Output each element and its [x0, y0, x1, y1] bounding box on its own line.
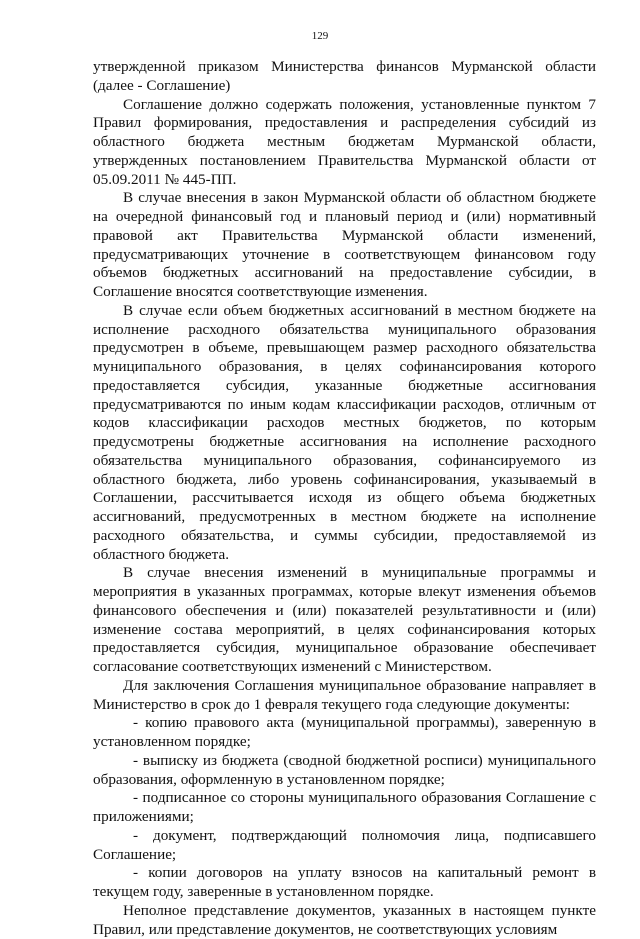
paragraph-budget-changes: В случае внесения в закон Мурманской области об областном бюджете на очередной финансовый год и плановый период и (или) нормативный правовой акт Правительства Мурманской области изменений, предусматривающих уточнение в соответствующем финансовом году объемов бюджетных ассигнований на предоставление субсидии, в Соглашение вносятся соответствующие изменения.	[93, 189, 596, 300]
list-item: - копии договоров на уплату взносов на капитальный ремонт в текущем году, заверенные в установленном порядке.	[93, 864, 596, 900]
paragraph-agreement-definition: утвержденной приказом Министерства финансов Мурманской области (далее - Соглашение)	[93, 58, 596, 94]
list-item: - копию правового акта (муниципальной программы), заверенную в установленном порядке;	[93, 714, 596, 750]
list-item: - подписанное со стороны муниципального образования Соглашение с приложениями;	[93, 789, 596, 825]
list-item: - документ, подтверждающий полномочия лица, подписавшего Соглашение;	[93, 826, 596, 863]
paragraph-program-changes: В случае внесения изменений в муниципальные программы и мероприятия в указанных программах, которые влекут изменения объемов финансового обеспечения и (или) показателей результативности и (или) изменение состава мероприятий, в целях софинансирования которых предоставляется субсидия, муниципальное образование обеспечивает согласование соответствующих изменений с Министерством.	[93, 564, 596, 675]
paragraph-cofinancing-level: В случае если объем бюджетных ассигнований в местном бюджете на исполнение расходного обязательства муниципального образования предусмотрен в объеме, превышающем размер расходного обязательства муниципального образования, в целях софинансирования которого предоставляется субсидия, указанные бюджетные ассигнования предусматриваются по иным кодам классификации расходов, отличным от кодов классификации расходов местных бюджетов, по которым предусмотрены бюджетные ассигнования на исполнение расходного обязательства муниципального образования, софинансируемого из областного бюджета, либо уровень софинансирования, указываемый в Соглашении, рассчитывается исходя из общего объема бюджетных ассигнований, предусмотренных в местном бюджете на исполнение расходного обязательства, и суммы субсидии, предоставляемой из областного бюджета.	[93, 301, 596, 563]
page-number: 129	[311, 30, 329, 42]
list-item: - выписку из бюджета (сводной бюджетной росписи) муниципального образования, оформленную в установленном порядке;	[93, 751, 596, 788]
paragraph-documents-intro: Для заключения Соглашения муниципальное образование направляет в Министерство в срок до 1 февраля текущего года следующие документы:	[93, 676, 596, 713]
document-body	[93, 58, 596, 939]
paragraph-agreement-content: Соглашение должно содержать положения, установленные пунктом 7 Правил формирования, предоставления и распределения субсидий из областного бюджета местным бюджетам Мурманской области, утвержденных постановлением Правительства Мурманской области от 05.09.2011 № 445-ПП.	[93, 95, 596, 188]
paragraph-incomplete-documents: Неполное представление документов, указанных в настоящем пункте Правил, или представление документов, не соответствующих условиям	[93, 901, 596, 938]
